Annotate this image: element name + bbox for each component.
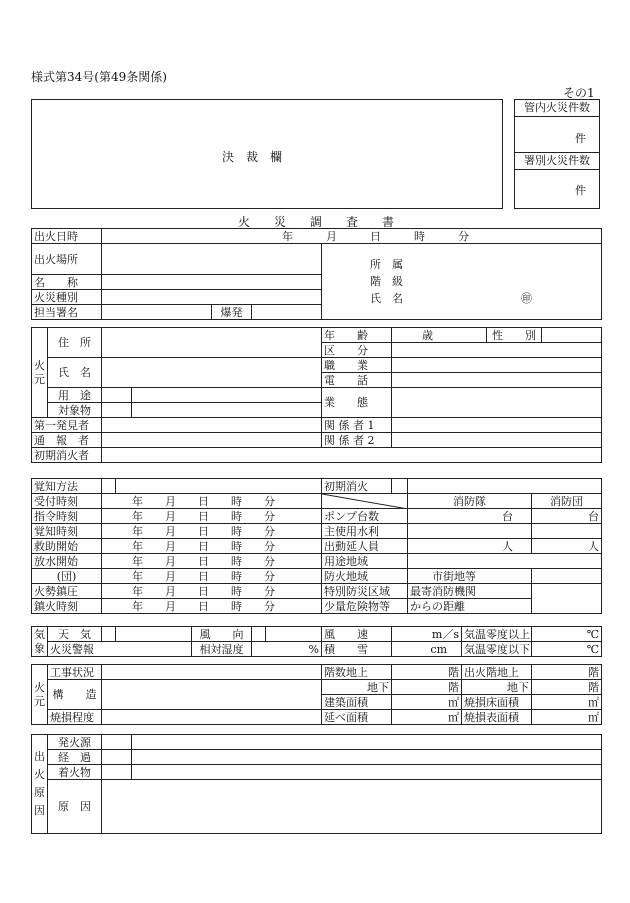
water-label: 主使用水利 [322, 524, 408, 539]
investigator-box [322, 244, 602, 320]
snow-unit: cm [392, 642, 462, 657]
weather-side-label: 気 象 [32, 627, 48, 657]
source-code[interactable] [102, 735, 132, 750]
humidity-label: 相対湿度 [192, 642, 252, 657]
zoning-value[interactable] [408, 554, 602, 569]
wind-speed-label: 風 速 [322, 627, 392, 642]
internal-count-unit: 件 [575, 132, 586, 145]
ignited-value[interactable] [132, 765, 602, 780]
fire-warning-label: 火災警報 [48, 642, 192, 657]
pump-corps-unit: 台 [532, 509, 602, 524]
address-label: 住 所 [48, 328, 102, 358]
fireproof-label: 防火地域 [322, 569, 408, 584]
distance-label-2: からの距離 [408, 599, 532, 614]
internal-count-label: 管内火災件数 [515, 100, 599, 117]
burn-degree-value[interactable] [102, 710, 322, 725]
special-zone-label: 特別防災区域 [322, 584, 408, 599]
origin-side-label: 火 元 [32, 328, 48, 418]
address-value[interactable] [102, 328, 322, 358]
initial-ext-label: 初期消火者 [32, 448, 102, 463]
section-building [31, 664, 602, 725]
reporter-value[interactable] [102, 433, 322, 448]
source-label: 発火源 [48, 735, 102, 750]
object-code[interactable] [102, 403, 132, 418]
temp-below-label: 気温零度以下 [462, 642, 532, 657]
temp-above-unit: ℃ [532, 627, 602, 642]
process-value[interactable] [132, 750, 602, 765]
fire-count-box [514, 99, 600, 209]
time-row-value: 年 月 日 時 分 [102, 569, 322, 584]
occupation-label: 職 業 [322, 358, 392, 373]
sex-label: 性 別 [487, 328, 542, 343]
rank-label: 階 級 [370, 275, 403, 288]
section-timeline [31, 478, 602, 614]
humidity-unit: % [252, 642, 322, 657]
occupation-value[interactable] [392, 358, 602, 373]
process-code[interactable] [102, 750, 132, 765]
initial-ext-value[interactable] [102, 448, 602, 463]
personnel-dept-unit: 人 [408, 539, 532, 554]
construction-label: 工事状況 [48, 665, 102, 680]
snow-label: 積 雪 [322, 642, 392, 657]
distance-value[interactable] [532, 584, 602, 614]
sex-value[interactable] [542, 328, 602, 343]
building-area-label: 建築面積 [322, 695, 392, 710]
use-label: 用 途 [48, 388, 102, 403]
related2-label: 関 係 者 2 [322, 433, 392, 448]
division-value[interactable] [392, 343, 602, 358]
officer-value[interactable] [102, 305, 212, 320]
fire-dept-label: 消防隊 [408, 494, 532, 509]
type-label: 火災種別 [32, 290, 102, 305]
initial-label: 初期消火 [322, 479, 392, 494]
floors-below-label: 地下 [322, 680, 392, 695]
type-value[interactable] [102, 290, 322, 305]
time-row-value: 年 月 日 時 分 [102, 524, 322, 539]
time-row-value: 年 月 日 時 分 [102, 584, 322, 599]
initial-code[interactable] [392, 479, 408, 494]
water-dept-value[interactable] [408, 524, 532, 539]
age-label: 年 齢 [322, 328, 392, 343]
section-origin-person [31, 327, 602, 463]
name-label: 名 称 [32, 275, 102, 290]
place-label: 出火場所 [32, 244, 102, 275]
wind-speed-unit: m／s [392, 627, 462, 642]
discoverer-label: 第一発見者 [32, 418, 102, 433]
person-label: 氏 名 ㊞ [370, 292, 532, 305]
detect-value[interactable] [116, 479, 322, 494]
temp-above-label: 気温零度以上 [462, 627, 532, 642]
document-title: 火 災 調 査 書 [238, 215, 395, 229]
affil-label: 所 属 [370, 258, 403, 271]
hazmat-label: 少量危険物等 [322, 599, 408, 614]
burned-floor-unit: ㎡ [532, 695, 602, 710]
section-cause [31, 734, 602, 834]
time-row-label: 救助開始 [32, 539, 102, 554]
personnel-corps-unit: 人 [532, 539, 602, 554]
time-row-value: 年 月 日 時 分 [102, 509, 322, 524]
approval-label: 決 裁 欄 [222, 150, 283, 164]
time-row-label: 覚知時刻 [32, 524, 102, 539]
approval-box [31, 99, 503, 209]
fire-corps-label: 消防団 [532, 494, 602, 509]
wind-dir-code[interactable] [252, 627, 266, 642]
water-corps-value[interactable] [532, 524, 602, 539]
building-area-unit: ㎡ [392, 695, 462, 710]
division-label: 区 分 [322, 343, 392, 358]
cause-value[interactable] [102, 780, 602, 834]
burned-surface-unit: ㎡ [532, 710, 602, 725]
explosion-value[interactable] [252, 305, 322, 320]
ignited-label: 着火物 [48, 765, 102, 780]
section-weather [31, 626, 602, 657]
total-area-unit: ㎡ [392, 710, 462, 725]
object-value[interactable] [132, 403, 322, 418]
personnel-label: 出動延人員 [322, 539, 408, 554]
time-row-value: 年 月 日 時 分 [102, 494, 322, 509]
officer-label: 担当署名 [32, 305, 102, 320]
form-number: 様式第34号(第49条関係) [31, 70, 167, 84]
structure-value[interactable] [102, 680, 322, 710]
use-code[interactable] [102, 388, 132, 403]
reporter-label: 通 報 者 [32, 433, 102, 448]
time-row-value: 年 月 日 時 分 [102, 539, 322, 554]
name-value[interactable] [102, 275, 322, 290]
seal-icon: ㊞ [521, 292, 532, 305]
distance-label-1: 最寄消防機関 [408, 584, 532, 599]
business-value[interactable] [392, 388, 602, 418]
burned-surface-label: 焼損表面積 [462, 710, 532, 725]
temp-below-unit: ℃ [532, 642, 602, 657]
time-row-value: 年 月 日 時 分 [102, 599, 322, 614]
related2-value[interactable] [392, 433, 602, 448]
wind-dir-value[interactable] [266, 627, 322, 642]
building-side-label: 火 元 [32, 665, 48, 725]
cause-side-label: 出 火 原 因 [32, 735, 48, 834]
fire-floor-above-label: 出火階地上 [462, 665, 532, 680]
page-number: その1 [563, 86, 595, 100]
detect-code[interactable] [102, 479, 116, 494]
age-unit: 歳 [392, 328, 487, 343]
total-area-label: 延べ面積 [322, 710, 392, 725]
discoverer-value[interactable] [102, 418, 322, 433]
structure-label: 構 造 [48, 680, 102, 710]
initial-value[interactable] [408, 479, 602, 494]
floors-below-unit: 階 [392, 680, 462, 695]
burn-degree-label: 焼損程度 [48, 710, 102, 725]
separate-count-label: 署別火災件数 [515, 152, 599, 170]
process-label: 経 過 [48, 750, 102, 765]
detect-label: 覚知方法 [32, 479, 102, 494]
phone-label: 電 話 [322, 373, 392, 388]
pump-dept-unit: 台 [408, 509, 532, 524]
source-value[interactable] [132, 735, 602, 750]
datetime-value: 年 月 日 時 分 [102, 229, 602, 244]
wind-dir-label: 風 向 [192, 627, 252, 642]
separate-count-unit: 件 [575, 184, 586, 197]
related1-label: 関 係 者 1 [322, 418, 392, 433]
city-area-value[interactable] [532, 569, 602, 584]
time-row-label: (団) [32, 569, 102, 584]
time-row-label: 受付時刻 [32, 494, 102, 509]
diagonal-cell [322, 494, 408, 509]
ignited-code[interactable] [102, 765, 132, 780]
city-area-label: 市街地等 [408, 569, 532, 584]
cause-label: 原 因 [48, 780, 102, 834]
time-row-label: 放水開始 [32, 554, 102, 569]
burned-floor-label: 焼損床面積 [462, 695, 532, 710]
floors-above-label: 階数地上 [322, 665, 392, 680]
zoning-label: 用途地域 [322, 554, 408, 569]
pump-label: ポンプ台数 [322, 509, 408, 524]
fire-floor-below-unit: 階 [532, 680, 602, 695]
floors-above-unit: 階 [392, 665, 462, 680]
weather-code[interactable] [102, 627, 116, 642]
time-row-label: 指令時刻 [32, 509, 102, 524]
fire-floor-below-label: 地下 [462, 680, 532, 695]
time-row-label: 鎮火時刻 [32, 599, 102, 614]
construction-value[interactable] [102, 665, 322, 680]
related1-value[interactable] [392, 418, 602, 433]
person-name-label: 氏 名 [48, 358, 102, 388]
diagonal-line [322, 494, 408, 509]
time-row-label: 火勢鎮圧 [32, 584, 102, 599]
section-fire-basic [31, 228, 602, 320]
weather-value[interactable] [116, 627, 192, 642]
object-label: 対象物 [48, 403, 102, 418]
time-row-value: 年 月 日 時 分 [102, 554, 322, 569]
explosion-label: 爆発 [212, 305, 252, 320]
datetime-label: 出火日時 [32, 229, 102, 244]
person-name-value[interactable] [102, 358, 322, 388]
use-value[interactable] [132, 388, 322, 403]
place-value[interactable] [102, 244, 322, 275]
weather-label: 天 気 [48, 627, 102, 642]
business-label: 業 態 [322, 388, 392, 418]
fire-floor-above-unit: 階 [532, 665, 602, 680]
phone-value[interactable] [392, 373, 602, 388]
